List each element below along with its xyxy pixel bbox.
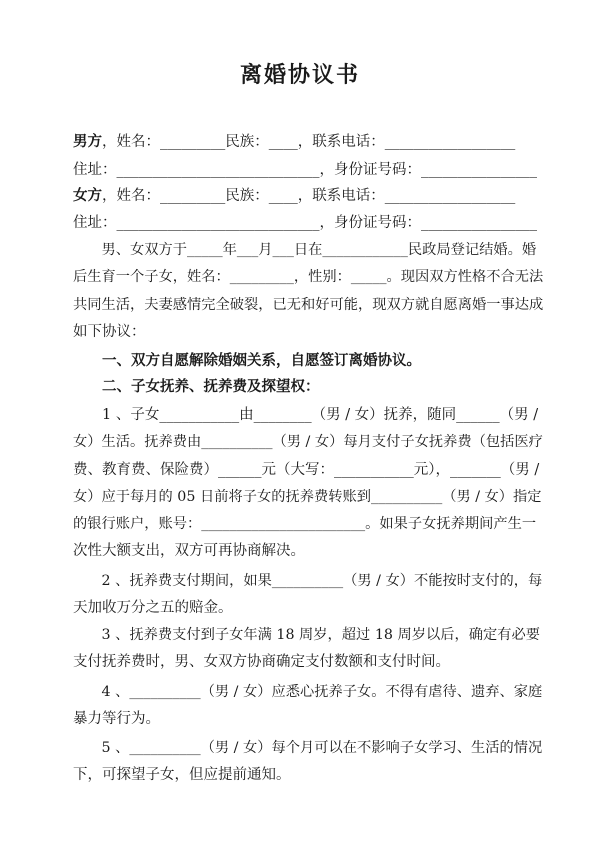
female-name-line [73, 186, 543, 206]
intro-line-1: 男、女双方于_____年___月___日在____________民政局登记结婚。婚 [73, 242, 537, 258]
clause-1-line-4: 女）应于每月的 05 日前将子女的抚养费转账到__________（男 / 女）指定 [73, 489, 542, 505]
clause-1-line-5: 的银行账户，账号：_______________________。如果子女抚养期间产生一 [73, 516, 537, 532]
male-name-fields: ，姓名：_________民族：____，联系电话：__________________ [102, 134, 516, 150]
clause-4-line-1: 4 、__________（男 / 女）应悉心抚养子女。不得有虐待、遗弃、家庭 [73, 684, 543, 700]
clause-1-line-3: 费、教育费、保险费）______元（大写：___________元），_______（男 / [73, 462, 540, 478]
clause-1-line-6: 次性大额支出，双方可再协商解决。 [73, 543, 305, 559]
section-2-heading: 二、子女抚养、抚养费及探望权： [73, 378, 320, 395]
clause-2-line-2: 天加收万分之五的赔金。 [73, 600, 233, 616]
clause-5-line-2: 下，可探望子女，但应提前通知。 [73, 767, 291, 783]
clause-3-line-2: 支付抚养费时，男、女双方协商确定支付数额和支付时间。 [73, 654, 450, 670]
female-name-fields: ，姓名：_________民族：____，联系电话：__________________ [102, 188, 516, 204]
document-title: 离婚协议书 [239, 62, 360, 88]
clause-2-line-1: 2 、抚养费支付期间，如果__________（男 / 女）不能按时支付的，每 [73, 573, 543, 589]
male-label: 男方 [73, 133, 102, 150]
clause-4-line-2: 暴力等行为。 [73, 711, 160, 727]
clause-5-line-1: 5 、__________（男 / 女）每个月可以在不影响子女学习、生活的情况 [73, 740, 543, 756]
intro-line-2: 后生育一个子女，姓名：_________，性别：_____。现因双方性格不合无法 [73, 269, 544, 285]
intro-line-4: 如下协议： [73, 324, 146, 340]
clause-3-line-1: 3 、抚养费支付到子女年满 18 周岁，超过 18 周岁以后，确定有必要 [73, 627, 540, 643]
section-1-heading: 一、双方自愿解除婚姻关系，自愿签订离婚协议。 [73, 352, 421, 369]
male-name-line [73, 132, 543, 152]
male-address-line: 住址：____________________________，身份证号码：________________ [73, 162, 537, 178]
clause-1-line-1: 1 、子女___________由________（男 / 女）抚养，随同______（男 / [73, 407, 539, 423]
female-address-line: 住址：____________________________，身份证号码：________________ [73, 215, 537, 231]
intro-line-3: 共同生活，夫妻感情完全破裂，已无和好可能，现双方就自愿离婚一事达成 [73, 297, 544, 313]
clause-1-line-2: 女）生活。抚养费由__________（男 / 女）每月支付子女抚养费（包括医疗 [73, 434, 543, 450]
female-label: 女方 [73, 187, 102, 204]
